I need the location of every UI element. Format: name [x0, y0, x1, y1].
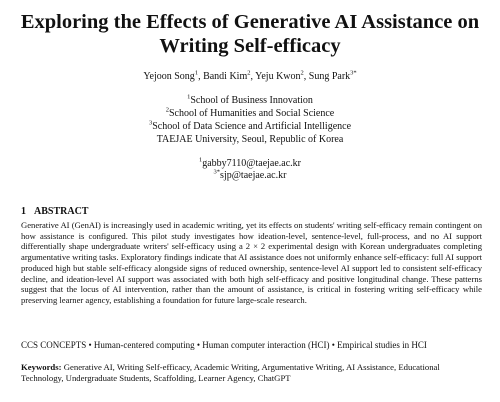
author: Sung Park$^{3*}$ [308, 69, 357, 82]
author: Bandi Kim$^2$, [203, 69, 256, 82]
author-list [0, 71, 500, 83]
author: Yeju Kwon$^2$, [255, 69, 309, 82]
section-number: 1 [21, 206, 26, 217]
ccs-concepts: CCS CONCEPTS • Human-centered computing • Human computer interaction (HCI) • Empirical studies in HCI [21, 340, 427, 350]
author-email[interactable]: $^{3*}$sjp@taejae.ac.kr [213, 168, 287, 181]
keywords-label: Keywords: [21, 362, 62, 372]
section-heading [21, 206, 88, 218]
abstract-text: Generative AI (GenAI) is increasingly used in academic writing, yet its effects on students' writing self-efficacy remain contingent on how assistance is configured. This pilot study investigates how ideation-level, sentence-level, full-process, and no AI support differentially shape undergraduate writers' self-efficacy using a 2 × 2 experimental design with Korean undergraduates completing argumentative writing tasks. Exploratory findings indicate that AI assistance does not uniformly enhance self-efficacy: full AI support produced high but stable self-efficacy alongside signs of reduced ownership, sentence-level AI support led to consistent self-efficacy decline, and ideation-level AI support was associated with both high self-efficacy and positive longitudinal change. These patterns suggest that the locus of AI intervention, rather than the amount of assistance, is critical in fostering writing self-efficacy while preserving learner agency, establishing a foundation for future large-scale research. [21, 220, 482, 305]
keywords [21, 362, 482, 384]
keywords-list: Generative AI, Writing Self-efficacy, Academic Writing, Argumentative Writing, AI Assistance, Educational Technology, Undergraduate Students, Scaffolding, Learner Agency, ChatGPT [21, 362, 440, 383]
author-email[interactable]: $^1$gabby7110@taejae.ac.kr [198, 156, 302, 169]
affiliation-list [0, 94, 500, 146]
email-list [0, 158, 500, 182]
title-line-1: Exploring the Effects of Generative AI Assistance on [20, 11, 480, 33]
affiliation: $^3$School of Data Science and Artificial Intelligence [148, 119, 352, 132]
affiliation: $^1$School of Business Innovation [187, 93, 313, 106]
section-title: ABSTRACT [34, 206, 89, 217]
author: Yejoon Song$^1$, [143, 69, 204, 82]
paper-title [18, 10, 482, 58]
affiliation: TAEJAE University, Seoul, Republic of Korea [156, 134, 344, 145]
affiliation: $^2$School of Humanities and Social Science [165, 106, 335, 119]
title-line-2: Writing Self-efficacy [159, 35, 341, 57]
